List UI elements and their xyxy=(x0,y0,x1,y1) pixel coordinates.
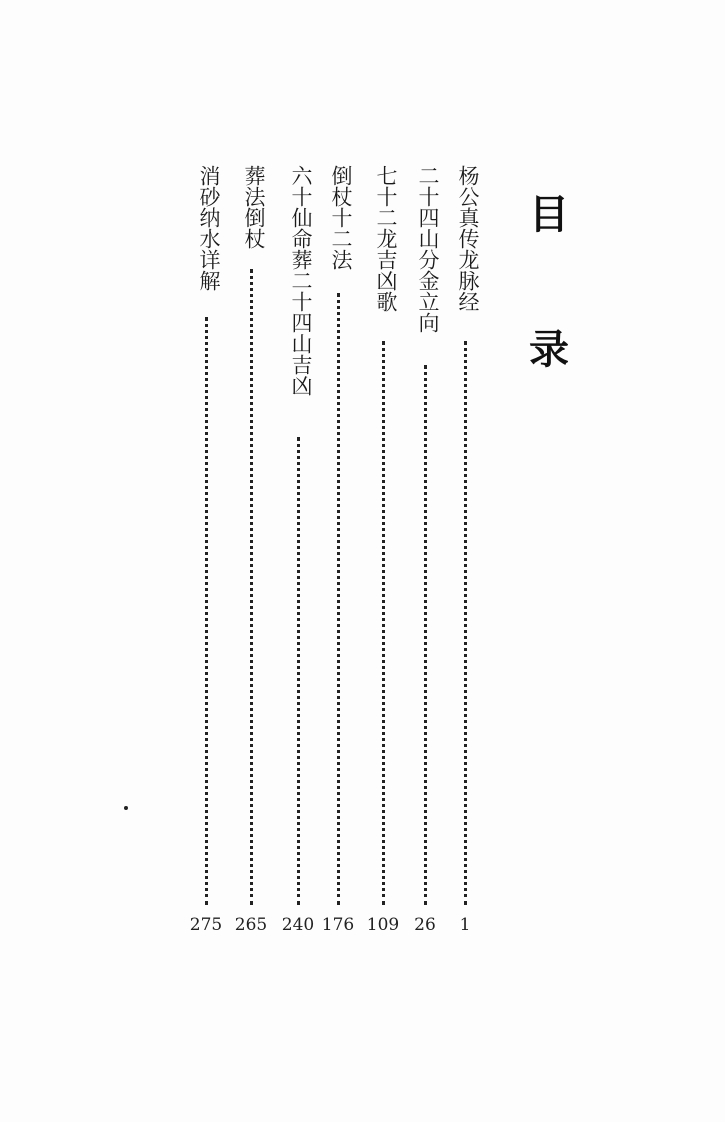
toc-entry[interactable] xyxy=(368,165,398,935)
toc-entry-title: 倒杖十二法 xyxy=(329,165,353,270)
toc-entry-leader xyxy=(382,341,385,905)
toc-entry-title: 葬法倒杖 xyxy=(242,165,266,249)
toc-entry-page-number: 275 xyxy=(189,915,223,935)
toc-entry[interactable] xyxy=(236,165,266,935)
toc-entry-title: 七十二龙吉凶歌 xyxy=(374,165,398,312)
toc-entry-page-number: 109 xyxy=(366,915,400,935)
toc-entry-title: 杨公真传龙脉经 xyxy=(456,165,480,312)
toc-entry-title: 二十四山分金立向 xyxy=(416,165,440,333)
toc-entry-page-number: 265 xyxy=(234,915,268,935)
toc-entry-leader xyxy=(205,317,208,905)
toc-entry[interactable] xyxy=(450,165,480,935)
toc-entry-leader xyxy=(337,293,340,905)
toc-entry[interactable] xyxy=(283,165,313,935)
toc-entry[interactable] xyxy=(323,165,353,935)
toc-entry-leader xyxy=(464,341,467,905)
toc-entry-title: 六十仙命葬二十四山吉凶 xyxy=(289,165,313,396)
toc-entry[interactable] xyxy=(410,165,440,935)
toc-heading-char-1: 目 xyxy=(529,192,569,238)
toc-entry-leader xyxy=(424,365,427,905)
toc-entry-leader xyxy=(250,269,253,905)
print-speck xyxy=(124,806,128,810)
toc-entry-page-number: 176 xyxy=(321,915,355,935)
toc-entry-page-number: 26 xyxy=(414,915,436,935)
toc-heading-char-2: 录 xyxy=(529,327,569,373)
toc-entry-page-number: 1 xyxy=(459,915,471,935)
toc-entry-title: 消砂纳水详解 xyxy=(197,165,221,291)
toc-entry-leader xyxy=(297,437,300,905)
toc-entry-page-number: 240 xyxy=(281,915,315,935)
toc-entry[interactable] xyxy=(191,165,221,935)
